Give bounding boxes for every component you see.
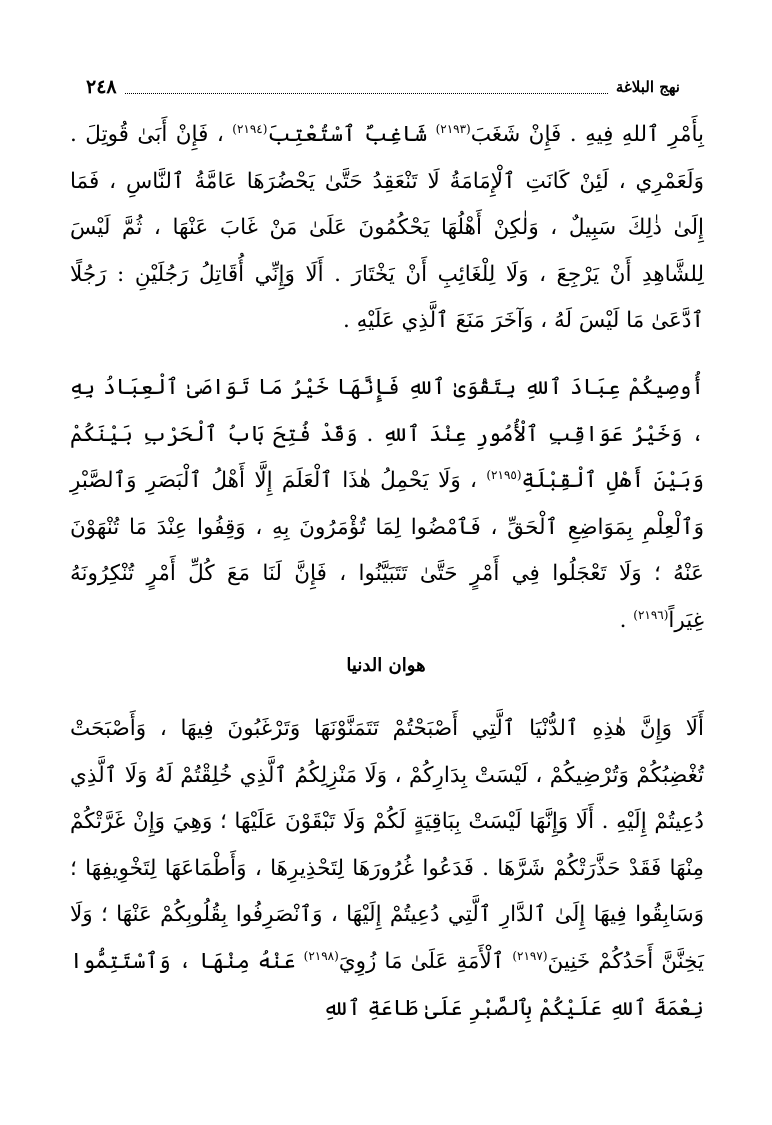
paragraph-text: أَلَا وَإِنَّ هٰذِهِ ٱلدُّنْيَا ٱلَّتِي أَصْبَحْتُمْ تَتَمَنَّوْنَهَا وَتَرْغَبُونَ فِيهَا ، وَأَصْبَحَتْ تُغْضِبُكُمْ وَتُرْضِيكُمْ ، لَيْسَتْ بِدَارِكُمْ ، وَلَا مَنْزِلِكُمُ ٱلَّذِي خُلِقْتُمْ لَهُ وَلَا ٱلَّذِي دُعِيتُمْ إِلَيْهِ . أَلَا وَإِنَّهَا لَيْسَتْ بِبَاقِيَةٍ لَكُمْ وَلَا تَبْقَوْنَ عَلَيْهَا ؛ وَهِيَ وَإِنْ غَرَّتْكُمْ مِنْهَا فَقَدْ حَذَّرَتْكُمْ شَرَّهَا . فَدَعُوا غُرُورَهَا لِتَحْذِيرِهَا ، وَأَطْمَاعَهَا لِتَخْوِيفِهَا ؛ وَسَابِقُوا فِيهَا إِلَىٰ ٱلدَّارِ ٱلَّتِي دُعِيتُمْ إِلَيْهَا ، وَٱنْصَرِفُوا بِقُلُوبِكُمْ عَنْهَا ؛ وَلَا يَخِنَّنَّ أَحَدُكُمْ خَنِينَ bbox=[70, 716, 704, 974]
paragraph-2 bbox=[70, 365, 704, 645]
paragraph-text: بِأَمْرِ ٱللهِ فِيهِ . فَإِنْ شَغَبَ bbox=[470, 122, 705, 147]
footnote-marker: (٢١٩٦) bbox=[633, 607, 669, 622]
paragraph-text: ٱلْأَمَةِ عَلَىٰ مَا زُوِيَ bbox=[338, 948, 513, 974]
footnote-marker: (٢١٩٧) bbox=[512, 948, 548, 963]
paragraph-text: ، وَلَا يَحْمِلُ هٰذَا ٱلْعَلَمَ إِلَّا أَهْلُ ٱلْبَصَرِ وَٱلصَّبْرِ وَٱلْعِلْمِ بِمَوَاضِعِ ٱلْحَقِّ ، فَٱمْضُوا لِمَا تُؤْمَرُونَ بِهِ ، وَقِفُوا عِنْدَ مَا تُنْهَوْنَ عَنْهُ ؛ وَلَا تَعْجَلُوا فِي أَمْرٍ حَتَّىٰ تَتَبَيَّنُوا ، فَإِنَّ لَنَا مَعَ كُلِّ أَمْرٍ تُنْكِرُونَهُ غِيَراً bbox=[70, 468, 704, 633]
footnote-marker: (٢١٩٣) bbox=[435, 121, 471, 136]
paragraph-3 bbox=[70, 706, 704, 1032]
footnote-marker: (٢١٩٨) bbox=[303, 948, 339, 963]
header-dotted-rule bbox=[125, 93, 608, 94]
paragraph-text: . bbox=[619, 607, 634, 633]
paragraph-text: عَنْهُ مِنْهَا ، وَٱسْتَتِمُّوا نِعْمَةَ ٱللهِ عَلَيْكُمْ بِٱلصَّبْرِ عَلَىٰ طَاعَةِ ٱللهِ bbox=[70, 948, 704, 1021]
running-title: نهج البلاغة bbox=[615, 78, 680, 96]
paragraph-text: ، فَإِنْ أَبَىٰ قُوتِلَ . وَلَعَمْرِي ، لَئِنْ كَانَتِ ٱلْإِمَامَةُ لَا تَنْعَقِدُ حَتَّىٰ يَحْضُرَهَا عَامَّةُ ٱلنَّاسِ ، فَمَا إِلَىٰ ذٰلِكَ سَبِيلٌ ، وَلٰكِنْ أَهْلُهَا يَحْكُمُونَ عَلَىٰ مَنْ غَابَ عَنْهَا ، ثُمَّ لَيْسَ لِلشَّاهِدِ أَنْ يَرْجِعَ ، وَلَا لِلْغَائِبِ أَنْ يَخْتَارَ . أَلَا وَإِنِّي أُقَاتِلُ رَجُلَيْنِ : رَجُلًا ٱدَّعَىٰ مَا لَيْسَ لَهُ ، وَآخَرَ مَنَعَ ٱلَّذِي عَلَيْهِ . bbox=[70, 122, 704, 334]
paragraph-text: شَاغِبٌ ٱسْتُعْتِبَ bbox=[267, 122, 436, 147]
footnote-marker: (٢١٩٥) bbox=[486, 468, 522, 483]
paragraph-1 bbox=[70, 112, 704, 345]
paragraph-text: أُوصِيكُمْ عِبَادَ ٱللهِ بِتَقْوَىٰ ٱللهِ فَإِنَّهَا خَيْرُ مَا تَوَاصَىٰ ٱلْعِبَادُ بِهِ ، وَخَيْرُ عَوَاقِبِ ٱلْأُمُورِ عِنْدَ ٱللهِ . وَقَدْ فُتِحَ بَابُ ٱلْحَرْبِ بَيْنَكُمْ وَبَيْنَ أَهْلِ ٱلْقِبْلَةِ bbox=[70, 375, 704, 494]
page-number: ٢٤٨ bbox=[86, 76, 117, 98]
footnote-marker: (٢١٩٤) bbox=[232, 121, 268, 136]
section-heading: هوان الدنيا bbox=[346, 655, 426, 676]
page-header bbox=[86, 72, 680, 102]
